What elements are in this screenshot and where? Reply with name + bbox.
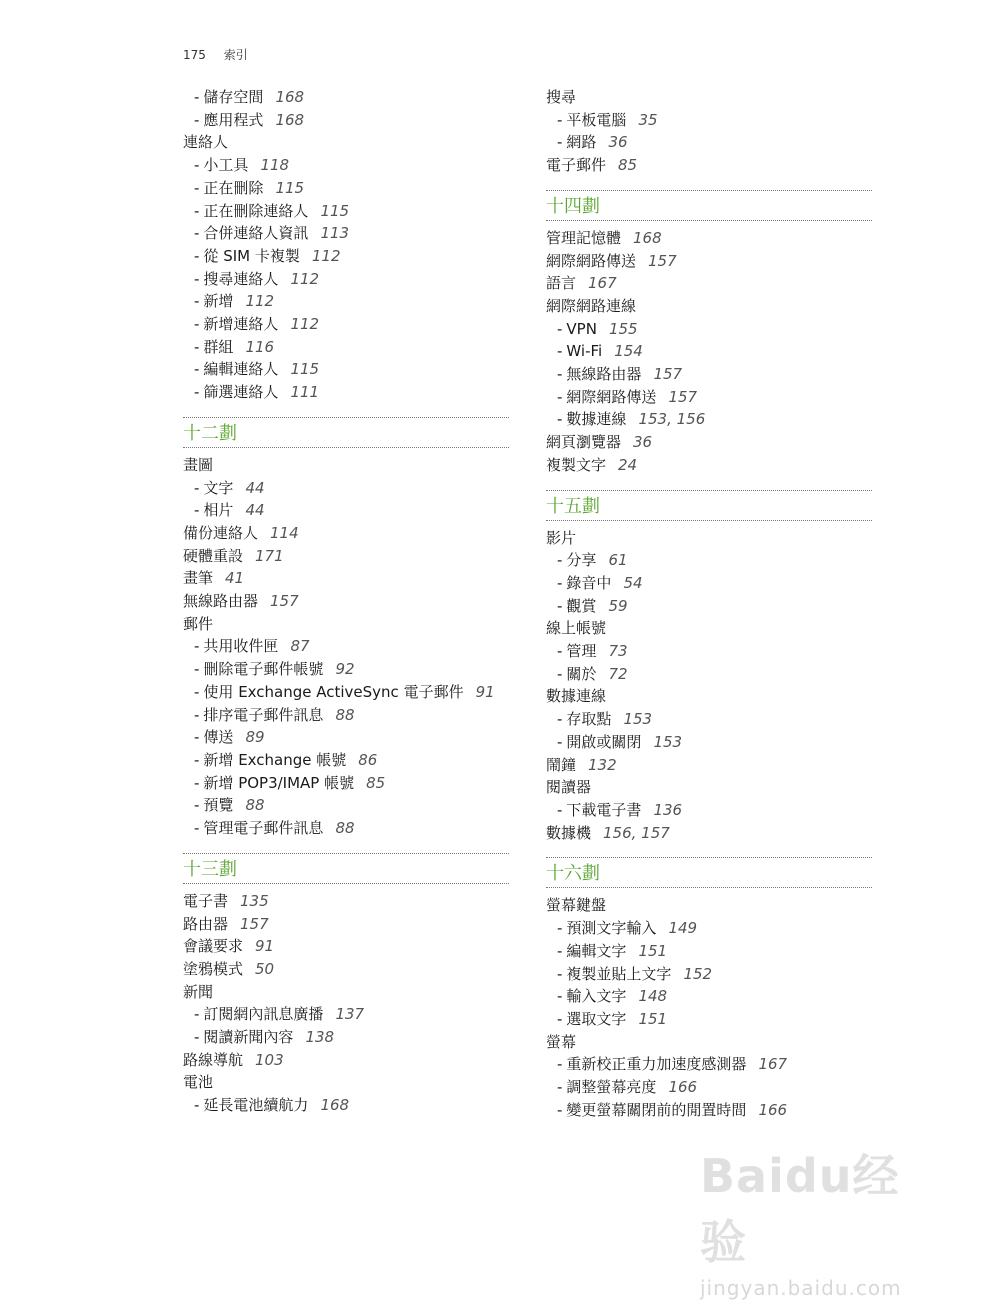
section-heading: 十二劃 — [183, 417, 509, 448]
index-subentry — [546, 708, 872, 731]
subentry-dash: - — [194, 1005, 200, 1024]
index-column-left — [183, 86, 509, 1117]
index-subentry — [183, 358, 509, 381]
index-subentry — [546, 131, 872, 154]
entry-term: 鬧鐘 — [546, 755, 577, 774]
page-reference: 156, 157 — [603, 823, 670, 842]
index-subentry — [546, 408, 872, 431]
index-entry — [546, 154, 872, 177]
page-reference: 112 — [245, 292, 275, 311]
index-subentry — [183, 1026, 509, 1049]
entry-term: 合併連絡人資訊 — [203, 224, 309, 243]
entry-term: 電子郵件 — [546, 156, 607, 175]
page-reference: 44 — [245, 501, 265, 520]
index-entry — [546, 454, 872, 477]
subentry-dash: - — [194, 360, 200, 379]
page-reference: 118 — [260, 156, 290, 175]
index-entry — [183, 1049, 509, 1072]
entry-term: 郵件 — [183, 614, 214, 633]
page-reference: 157 — [668, 387, 698, 406]
subentry-dash: - — [194, 292, 200, 311]
index-entry — [183, 454, 509, 477]
index-subentry — [183, 200, 509, 223]
section-heading: 十四劃 — [546, 190, 872, 221]
page-title: 索引 — [223, 48, 248, 62]
subentry-dash: - — [557, 987, 563, 1006]
entry-term: 訂閱網內訊息廣播 — [203, 1005, 324, 1024]
entry-term: 傳送 — [203, 728, 234, 747]
subentry-dash: - — [194, 88, 200, 106]
entry-term: 管理 — [566, 642, 597, 661]
index-entry — [546, 822, 872, 845]
entry-term: 應用程式 — [203, 110, 264, 129]
page-reference: 85 — [366, 773, 386, 792]
page-reference: 89 — [245, 728, 265, 747]
entry-term: 新增 — [203, 292, 234, 311]
index-subentry — [546, 1008, 872, 1031]
page-reference: 88 — [335, 705, 355, 724]
index-subentry — [183, 817, 509, 840]
entry-term: 會議要求 — [183, 937, 244, 956]
page-reference: 151 — [638, 1009, 668, 1028]
entry-term: 網際網路連線 — [546, 296, 637, 315]
section-heading: 十五劃 — [546, 490, 872, 521]
subentry-dash: - — [194, 156, 200, 175]
entry-term: 網路 — [566, 133, 597, 152]
page-number: 175 — [183, 48, 206, 62]
index-entry — [183, 890, 509, 913]
entry-term: 搜尋連絡人 — [203, 269, 279, 288]
page-reference: 111 — [290, 383, 320, 402]
index-subentry — [546, 1076, 872, 1099]
entry-term: 小工具 — [203, 156, 249, 175]
subentry-dash: - — [557, 573, 563, 592]
index-column-right — [546, 86, 872, 1121]
index-subentry — [183, 222, 509, 245]
entry-term: 電池 — [183, 1073, 214, 1092]
subentry-dash: - — [557, 800, 563, 819]
subentry-dash: - — [557, 1009, 563, 1028]
entry-term: 輸入文字 — [566, 987, 627, 1006]
index-subentry — [183, 749, 509, 772]
entry-term: 路線導航 — [183, 1050, 244, 1069]
entry-term: 路由器 — [183, 914, 229, 933]
index-subentry — [546, 340, 872, 363]
subentry-dash: - — [557, 732, 563, 751]
index-subentry — [183, 794, 509, 817]
page-reference: 72 — [608, 664, 628, 683]
index-entry — [183, 981, 509, 1004]
subentry-dash: - — [194, 315, 200, 334]
entry-term: 新增 POP3/IMAP 帳號 — [203, 773, 355, 792]
subentry-dash: - — [557, 387, 563, 406]
index-entry — [546, 272, 872, 295]
subentry-dash: - — [557, 365, 563, 384]
subentry-dash: - — [194, 1028, 200, 1047]
entry-term: 從 SIM 卡複製 — [203, 246, 300, 265]
page-reference: 148 — [638, 987, 668, 1006]
entry-term: 網際網路傳送 — [546, 251, 637, 270]
page-reference: 73 — [608, 642, 628, 661]
index-entry — [183, 545, 509, 568]
page-reference: 138 — [305, 1028, 335, 1047]
subentry-dash: - — [557, 941, 563, 960]
page-reference: 59 — [608, 596, 628, 615]
entry-term: 開啟或關閉 — [566, 732, 642, 751]
entry-term: 觀賞 — [566, 596, 597, 615]
page-reference: 36 — [633, 433, 653, 452]
index-subentry — [546, 940, 872, 963]
subentry-dash: - — [557, 919, 563, 938]
index-subentry — [183, 290, 509, 313]
page-reference: 115 — [275, 178, 305, 197]
index-subentry — [183, 313, 509, 336]
entry-term: 螢幕鍵盤 — [546, 896, 607, 915]
entry-term: 存取點 — [566, 710, 612, 729]
subentry-dash: - — [557, 1100, 563, 1119]
subentry-dash: - — [194, 383, 200, 402]
index-entry — [183, 613, 509, 636]
subentry-dash: - — [194, 337, 200, 356]
page-reference: 171 — [255, 546, 284, 565]
page-reference: 50 — [255, 959, 275, 978]
page-reference: 166 — [668, 1078, 698, 1097]
page-reference: 44 — [245, 478, 265, 497]
entry-term: 管理電子郵件訊息 — [203, 819, 324, 838]
entry-term: 篩選連絡人 — [203, 383, 279, 402]
index-subentry — [183, 704, 509, 727]
index-subentry — [546, 1053, 872, 1076]
index-subentry — [546, 572, 872, 595]
entry-term: 閱讀器 — [546, 778, 592, 797]
index-subentry — [546, 386, 872, 409]
subentry-dash: - — [557, 596, 563, 615]
page-reference: 85 — [618, 156, 638, 175]
index-entry — [183, 958, 509, 981]
page-reference: 135 — [240, 891, 269, 910]
page-reference: 149 — [668, 919, 698, 938]
entry-term: 無線路由器 — [183, 592, 259, 611]
page-reference: 91 — [255, 937, 275, 956]
index-subentry — [183, 381, 509, 404]
entry-term: 文字 — [203, 478, 234, 497]
index-subentry — [183, 86, 509, 109]
page-reference: 136 — [653, 800, 683, 819]
page-reference: 153 — [623, 710, 653, 729]
index-entry — [546, 617, 872, 640]
entry-term: 影片 — [546, 528, 577, 547]
index-subentry — [546, 109, 872, 132]
index-entry — [546, 527, 872, 550]
subentry-dash: - — [194, 637, 200, 656]
page-reference: 157 — [648, 251, 677, 270]
page-reference: 36 — [608, 133, 628, 152]
index-subentry — [546, 640, 872, 663]
index-entry — [546, 754, 872, 777]
page-reference: 168 — [633, 228, 662, 247]
entry-term: VPN — [566, 319, 597, 338]
index-entry — [183, 131, 509, 154]
subentry-dash: - — [194, 269, 200, 288]
index-subentry — [183, 336, 509, 359]
entry-term: 新增 Exchange 帳號 — [203, 750, 347, 769]
index-entry — [183, 590, 509, 613]
index-entry — [546, 227, 872, 250]
entry-term: 畫筆 — [183, 569, 214, 588]
entry-term: Wi-Fi — [566, 342, 603, 361]
subentry-dash: - — [194, 110, 200, 129]
entry-term: 分享 — [566, 551, 597, 570]
page-reference: 115 — [320, 201, 350, 220]
page-reference: 137 — [335, 1005, 365, 1024]
page-reference: 35 — [638, 110, 658, 129]
subentry-dash: - — [194, 682, 200, 701]
subentry-dash: - — [194, 224, 200, 243]
page-reference: 157 — [240, 914, 269, 933]
page-reference: 91 — [475, 682, 495, 701]
entry-term: 使用 Exchange ActiveSync 電子郵件 — [203, 682, 464, 701]
subentry-dash: - — [194, 478, 200, 497]
index-subentry — [546, 363, 872, 386]
entry-term: 複製並貼上文字 — [566, 964, 672, 983]
index-subentry — [183, 681, 509, 704]
subentry-dash: - — [557, 1055, 563, 1074]
entry-term: 平板電腦 — [566, 110, 627, 129]
index-entry — [183, 567, 509, 590]
index-subentry — [183, 726, 509, 749]
index-entry — [183, 1071, 509, 1094]
entry-term: 數據連線 — [546, 687, 607, 706]
page-header — [183, 46, 248, 63]
page-reference: 86 — [358, 750, 378, 769]
subentry-dash: - — [194, 705, 200, 724]
subentry-dash: - — [194, 1096, 200, 1115]
index-subentry — [546, 549, 872, 572]
entry-term: 選取文字 — [566, 1009, 627, 1028]
entry-term: 搜尋 — [546, 88, 577, 106]
section-heading: 十三劃 — [183, 853, 509, 884]
entry-term: 延長電池續航力 — [203, 1096, 309, 1115]
index-subentry — [183, 658, 509, 681]
index-entry — [546, 431, 872, 454]
page-reference: 152 — [683, 964, 713, 983]
page-reference: 112 — [290, 315, 320, 334]
index-entry — [546, 295, 872, 318]
entry-term: 語言 — [546, 274, 577, 293]
page-reference: 155 — [608, 319, 638, 338]
page-reference: 168 — [275, 88, 305, 106]
entry-term: 新聞 — [183, 982, 214, 1001]
page-reference: 41 — [225, 569, 245, 588]
entry-term: 螢幕 — [546, 1032, 577, 1051]
entry-term: 複製文字 — [546, 455, 607, 474]
subentry-dash: - — [194, 796, 200, 815]
index-subentry — [546, 1099, 872, 1122]
entry-term: 備份連絡人 — [183, 523, 259, 542]
entry-term: 管理記憶體 — [546, 228, 622, 247]
index-entry — [183, 522, 509, 545]
page-reference: 132 — [588, 755, 617, 774]
entry-term: 硬體重設 — [183, 546, 244, 565]
entry-term: 預測文字輸入 — [566, 919, 657, 938]
index-subentry — [546, 917, 872, 940]
watermark-logo: Baidu经验 — [700, 1149, 900, 1269]
page-reference: 153 — [653, 732, 683, 751]
subentry-dash: - — [557, 1078, 563, 1097]
entry-term: 下載電子書 — [566, 800, 642, 819]
watermark — [700, 1140, 940, 1300]
page-reference: 24 — [618, 455, 638, 474]
subentry-dash: - — [194, 501, 200, 520]
page-reference: 112 — [290, 269, 320, 288]
index-entry — [546, 685, 872, 708]
index-entry — [546, 1031, 872, 1054]
entry-term: 群組 — [203, 337, 234, 356]
page-reference: 113 — [320, 224, 350, 243]
subentry-dash: - — [557, 133, 563, 152]
index-subentry — [546, 318, 872, 341]
subentry-dash: - — [194, 660, 200, 679]
index-subentry — [183, 477, 509, 500]
index-subentry — [183, 268, 509, 291]
subentry-dash: - — [194, 246, 200, 265]
page-reference: 92 — [335, 660, 355, 679]
entry-term: 關於 — [566, 664, 597, 683]
subentry-dash: - — [557, 342, 563, 361]
page-reference: 87 — [290, 637, 310, 656]
entry-term: 調整螢幕亮度 — [566, 1078, 657, 1097]
subentry-dash: - — [557, 551, 563, 570]
index-subentry — [183, 177, 509, 200]
subentry-dash: - — [557, 664, 563, 683]
subentry-dash: - — [194, 178, 200, 197]
page-reference: 167 — [758, 1055, 788, 1074]
entry-term: 線上帳號 — [546, 619, 607, 638]
watermark-url: jingyan.baidu.com — [700, 1276, 902, 1300]
entry-term: 正在刪除 — [203, 178, 264, 197]
index-entry — [183, 913, 509, 936]
entry-term: 共用收件匣 — [203, 637, 279, 656]
entry-term: 塗鴉模式 — [183, 959, 244, 978]
subentry-dash: - — [557, 410, 563, 429]
page-reference: 115 — [290, 360, 320, 379]
entry-term: 網際網路傳送 — [566, 387, 657, 406]
entry-term: 正在刪除連絡人 — [203, 201, 309, 220]
entry-term: 電子書 — [183, 891, 229, 910]
index-entry — [546, 894, 872, 917]
subentry-dash: - — [557, 964, 563, 983]
index-subentry — [183, 109, 509, 132]
subentry-dash: - — [557, 319, 563, 338]
page-reference: 112 — [311, 246, 341, 265]
section-heading: 十六劃 — [546, 857, 872, 888]
index-subentry — [183, 1003, 509, 1026]
index-subentry — [183, 635, 509, 658]
page-reference: 114 — [270, 523, 299, 542]
entry-term: 網頁瀏覽器 — [546, 433, 622, 452]
entry-term: 畫圖 — [183, 455, 214, 474]
page-reference: 153, 156 — [638, 410, 706, 429]
index-subentry — [183, 1094, 509, 1117]
subentry-dash: - — [557, 710, 563, 729]
page-reference: 157 — [270, 592, 299, 611]
entry-term: 新增連絡人 — [203, 315, 279, 334]
subentry-dash: - — [557, 642, 563, 661]
page-reference: 103 — [255, 1050, 284, 1069]
subentry-dash: - — [557, 110, 563, 129]
entry-term: 編輯連絡人 — [203, 360, 279, 379]
subentry-dash: - — [194, 819, 200, 838]
index-entry — [546, 86, 872, 109]
entry-term: 數據機 — [546, 823, 592, 842]
index-subentry — [183, 245, 509, 268]
page-reference: 88 — [245, 796, 265, 815]
index-subentry — [546, 963, 872, 986]
entry-term: 儲存空間 — [203, 88, 264, 106]
entry-term: 變更螢幕關閉前的閒置時間 — [566, 1100, 747, 1119]
index-subentry — [546, 731, 872, 754]
subentry-dash: - — [194, 201, 200, 220]
index-subentry — [546, 663, 872, 686]
entry-term: 相片 — [203, 501, 234, 520]
index-entry — [546, 776, 872, 799]
entry-term: 閱讀新聞內容 — [203, 1028, 294, 1047]
subentry-dash: - — [194, 773, 200, 792]
page-reference: 168 — [320, 1096, 350, 1115]
page-reference: 151 — [638, 941, 668, 960]
page-reference: 157 — [653, 365, 683, 384]
page-reference: 116 — [245, 337, 275, 356]
page-reference: 88 — [335, 819, 355, 838]
index-subentry — [546, 985, 872, 1008]
index-subentry — [183, 499, 509, 522]
entry-term: 編輯文字 — [566, 941, 627, 960]
page-reference: 154 — [614, 342, 643, 361]
page-reference: 54 — [623, 573, 643, 592]
page-reference: 166 — [758, 1100, 788, 1119]
entry-term: 排序電子郵件訊息 — [203, 705, 324, 724]
index-subentry — [546, 595, 872, 618]
subentry-dash: - — [194, 728, 200, 747]
entry-term: 預覽 — [203, 796, 234, 815]
entry-term: 數據連線 — [566, 410, 627, 429]
page-reference: 167 — [588, 274, 617, 293]
entry-term: 連絡人 — [183, 133, 229, 152]
page-reference: 61 — [608, 551, 628, 570]
index-subentry — [546, 799, 872, 822]
index-entry — [546, 250, 872, 273]
entry-term: 無線路由器 — [566, 365, 642, 384]
entry-term: 刪除電子郵件帳號 — [203, 660, 324, 679]
index-entry — [183, 935, 509, 958]
entry-term: 錄音中 — [566, 573, 612, 592]
index-subentry — [183, 154, 509, 177]
index-subentry — [183, 772, 509, 795]
subentry-dash: - — [194, 750, 200, 769]
entry-term: 重新校正重力加速度感測器 — [566, 1055, 747, 1074]
page-reference: 168 — [275, 110, 305, 129]
